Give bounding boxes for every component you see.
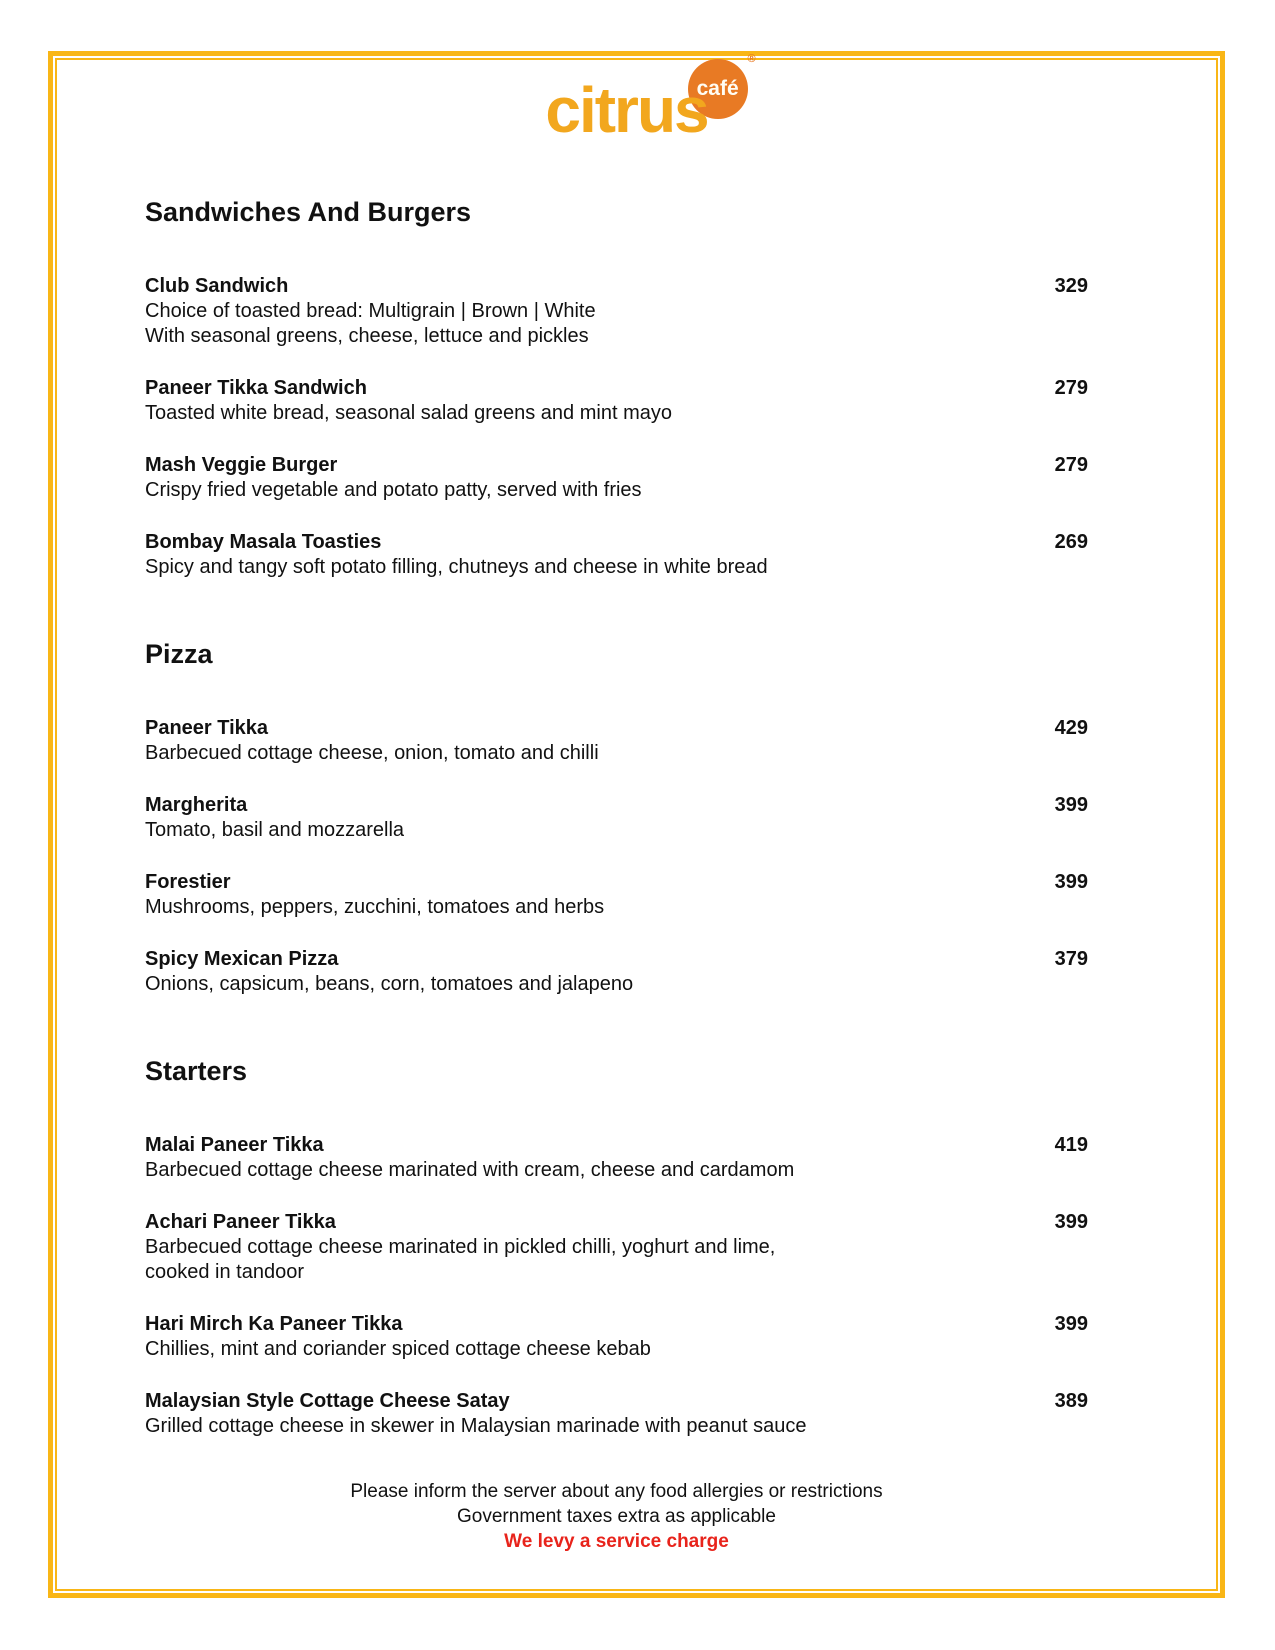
menu-item [145,274,1088,349]
section-items [145,274,1088,580]
item-desc-line: Barbecued cottage cheese marinated with cream, cheese and cardamom [145,1159,795,1181]
item-desc [145,895,1088,920]
menu-footer [145,1479,1088,1554]
section-items [145,1133,1088,1439]
item-desc-line: Barbecued cottage cheese, onion, tomato and chilli [145,742,599,764]
menu-section [145,196,1088,580]
item-price: 399 [1054,1313,1088,1335]
item-price: 429 [1054,717,1088,739]
item-desc-line: Toasted white bread, seasonal salad greens and mint mayo [145,402,672,424]
item-desc-line: Choice of toasted bread: Multigrain | Brown | White [145,300,596,322]
menu-item [145,530,1088,580]
section-title: Sandwiches And Burgers [145,197,472,227]
section-title: Pizza [145,639,213,669]
menu-item [145,793,1088,843]
item-price: 419 [1054,1134,1088,1156]
menu-item [145,376,1088,426]
menu-section [145,638,1088,997]
cafe-badge-label: café [696,77,739,100]
item-desc [145,1235,1088,1285]
item-name: Malaysian Style Cottage Cheese Satay [145,1390,510,1412]
menu-item [145,1210,1088,1285]
menu-item [145,1312,1088,1362]
item-price: 399 [1054,794,1088,816]
item-name: Hari Mirch Ka Paneer Tikka [145,1313,403,1335]
menu-content [145,53,1088,1554]
menu-item [145,1133,1088,1183]
item-desc-line: Mushrooms, peppers, zucchini, tomatoes and herbs [145,896,605,918]
item-desc [145,1158,1088,1183]
menu-item [145,870,1088,920]
item-name: Club Sandwich [145,275,289,297]
item-price: 279 [1054,377,1088,399]
menu-sections [145,196,1088,1439]
menu-item [145,453,1088,503]
item-name: Bombay Masala Toasties [145,531,382,553]
item-name: Spicy Mexican Pizza [145,948,339,970]
logo-wordmark: citrus [545,74,708,146]
item-price: 399 [1054,1211,1088,1233]
logo-row [145,53,1088,178]
item-desc [145,478,1088,503]
item-name: Achari Paneer Tikka [145,1211,336,1233]
item-desc [145,1414,1088,1439]
item-name: Margherita [145,794,248,816]
menu-item [145,947,1088,997]
registered-trademark-icon: ® [747,53,756,65]
menu-item [145,1389,1088,1439]
item-name: Mash Veggie Burger [145,454,338,476]
menu-item [145,716,1088,766]
item-desc-line: Barbecued cottage cheese marinated in pickled chilli, yoghurt and lime, [145,1236,776,1258]
item-price: 279 [1054,454,1088,476]
allergy-note: Please inform the server about any food allergies or restrictions [350,1481,883,1502]
item-price: 379 [1054,948,1088,970]
item-price: 269 [1054,531,1088,553]
item-price: 389 [1054,1390,1088,1412]
item-desc [145,741,1088,766]
taxes-note: Government taxes extra as applicable [457,1506,776,1527]
item-price: 329 [1054,275,1088,297]
service-charge-note: We levy a service charge [504,1531,729,1552]
item-desc [145,401,1088,426]
item-desc-line: Chillies, mint and coriander spiced cottage cheese kebab [145,1338,651,1360]
item-desc [145,1337,1088,1362]
item-name: Malai Paneer Tikka [145,1134,324,1156]
item-desc-line: Tomato, basil and mozzarella [145,819,405,841]
item-desc-line: Onions, capsicum, beans, corn, tomatoes and jalapeno [145,973,634,995]
item-desc [145,818,1088,843]
item-name: Paneer Tikka [145,717,269,739]
item-desc [145,299,1088,349]
item-desc-line: Grilled cottage cheese in skewer in Malaysian marinade with peanut sauce [145,1415,807,1437]
item-name: Paneer Tikka Sandwich [145,377,367,399]
item-price: 399 [1054,871,1088,893]
menu-section [145,1055,1088,1439]
item-desc-line: Crispy fried vegetable and potato patty, served with fries [145,479,642,501]
item-desc-line: cooked in tandoor [145,1261,305,1283]
citrus-cafe-logo [545,53,756,147]
section-items [145,716,1088,997]
item-desc [145,972,1088,997]
section-title: Starters [145,1056,248,1086]
item-name: Forestier [145,871,231,893]
item-desc [145,555,1088,580]
item-desc-line: With seasonal greens, cheese, lettuce and pickles [145,325,589,347]
item-desc-line: Spicy and tangy soft potato filling, chutneys and cheese in white bread [145,556,768,578]
